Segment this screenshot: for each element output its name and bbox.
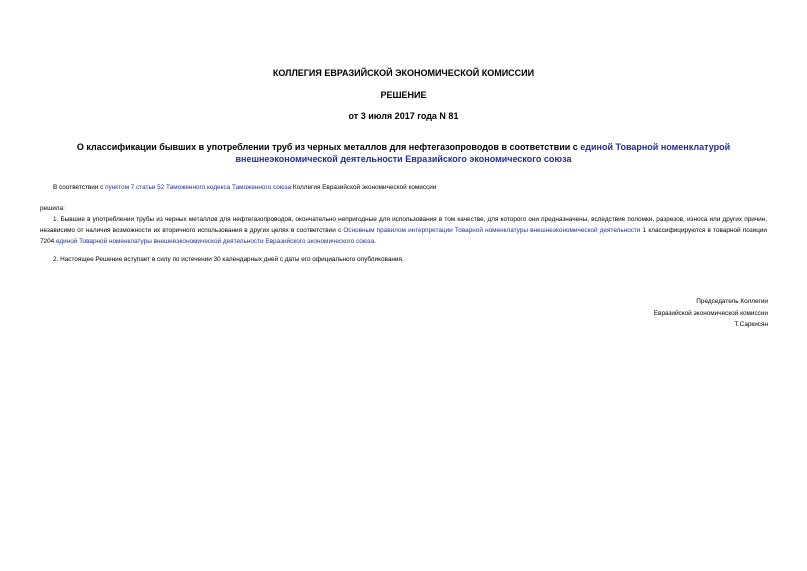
signature-block	[654, 296, 768, 331]
document-date: от 3 июля 2017 года N 81	[348, 111, 459, 121]
document-title	[60, 141, 747, 165]
clause-1-text-c: .	[374, 238, 376, 245]
preamble	[40, 182, 767, 193]
title-text: О классификации бывших в употреблении труб из черных металлов для нефтегазопроводов в соответствии с	[76, 142, 581, 152]
clause-1-text-b: 1 классифицируются в товарной позиции 7204	[40, 227, 767, 245]
preamble-text-start: В соответствии с	[53, 184, 106, 191]
clause-1-link-rule[interactable]: Основным правилом интерпретации Товарной номенклатуры внешнеэкономической деятельности	[343, 227, 641, 234]
signature-name: Т.Саркисян	[734, 321, 768, 328]
clause-1	[40, 214, 767, 247]
signature-organization: Евразийской экономической комиссии	[653, 309, 768, 317]
signature-position: Председатель Коллегии	[696, 298, 768, 305]
clause-2-block	[40, 254, 767, 265]
title-link-tnved[interactable]: единой Товарной номенклатурой внешнеэкономической деятельности Евразийского экономического союза	[235, 142, 731, 164]
decision-body	[40, 203, 767, 247]
document-type: РЕШЕНИЕ	[380, 90, 427, 100]
decided-label: решила:	[40, 205, 65, 212]
clause-1-text-a: 1. Бывшие в употреблении трубы из черных металлов для нефтегазопроводов, окончательно непригодные для использования в том качестве, для которого они предназначены, вследствие поломки, разрезов, износа или других причин, независимо от наличия возможности их вторичного использования в других целях в соответствии с	[40, 216, 767, 234]
issuing-body: КОЛЛЕГИЯ ЕВРАЗИЙСКОЙ ЭКОНОМИЧЕСКОЙ КОМИССИИ	[272, 68, 535, 78]
clause-1-link-tnved[interactable]: единой Товарной номенклатуры внешнеэкономической деятельности Евразийского экономического союза	[56, 238, 375, 245]
clause-2: 2. Настоящее Решение вступает в силу по истечении 30 календарных дней с даты его официального опубликования.	[53, 256, 404, 263]
preamble-text-end: Коллегия Евразийской экономической комиссии	[291, 184, 437, 191]
preamble-paragraph	[40, 182, 767, 193]
preamble-link-customs-code[interactable]: пунктом 7 статьи 52 Таможенного кодекса Таможенного союза	[105, 184, 292, 191]
